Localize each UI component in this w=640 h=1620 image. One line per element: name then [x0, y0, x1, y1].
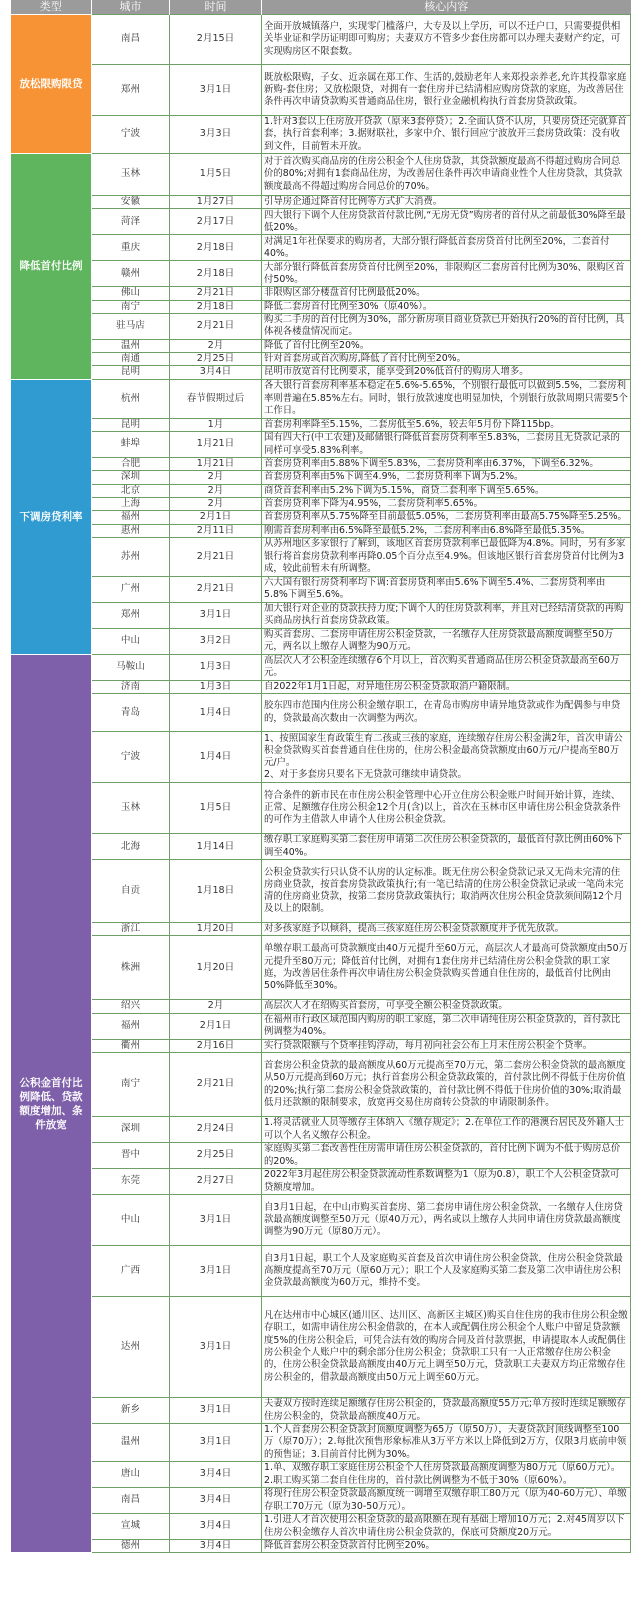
city-cell: 中山 [92, 628, 170, 654]
table-row [11, 834, 631, 860]
city-cell: 唐山 [92, 1462, 170, 1488]
time-cell: 2月1日 [170, 511, 262, 524]
table-header [11, 0, 631, 15]
table-row [11, 680, 631, 693]
time-cell: 2月21日 [170, 313, 262, 339]
core-cell: 购买二手房的首付比例为30%，部分新房项目商业贷款已开始执行20%的首付比例，具体视各楼盘情况而定。 [262, 313, 631, 339]
core-cell: 1.将灵活就业人员等缴存主体纳入《缴存规定》；2.在单位工作的港澳台居民及外籍人士可以个人名义缴存公积金。 [262, 1117, 631, 1143]
city-cell: 福州 [92, 1013, 170, 1039]
core-cell: 自2022年1月1日起，对异地住房公积金贷款取消户籍限制。 [262, 680, 631, 693]
table-row [11, 628, 631, 654]
city-cell: 温州 [92, 1424, 170, 1462]
city-cell: 驻马店 [92, 313, 170, 339]
header-type: 类型 [11, 0, 92, 15]
city-cell: 浙江 [92, 923, 170, 936]
core-cell: 对满足1年社保要求的购房者，大部分银行降低首套房贷首付比例至20%，二套首付40%。 [262, 235, 631, 261]
core-cell: 符合条件的新市民在市住房公积金管理中心开立住房公积金账户时间开始计算，连续、正常、足额缴存住房公积金12个月(含)以上，首次在玉林市区申请住房公积金贷款条件的可作为主借款人申请个人住房公积金贷款。 [262, 783, 631, 834]
time-cell: 1月3日 [170, 680, 262, 693]
table-row [11, 196, 631, 209]
core-cell: 首套房利率降至5.15%，二套房低至5.6%，较去年5月份下降115bp。 [262, 418, 631, 431]
time-cell: 2月18日 [170, 235, 262, 261]
core-cell: 降低了首付比例至20%。 [262, 339, 631, 352]
time-cell: 3月1日 [170, 602, 262, 628]
core-cell: 加大银行对企业的贷款扶持力度;下调个人的住房贷款利率，并且对已经结清贷款的再购买商品房执行首套房贷款政策。 [262, 602, 631, 628]
city-cell: 宁波 [92, 116, 170, 154]
table-row [11, 1540, 631, 1553]
table-row [11, 471, 631, 484]
city-cell: 玉林 [92, 783, 170, 834]
table-row [11, 1297, 631, 1398]
city-cell: 德州 [92, 1540, 170, 1553]
city-cell: 自贡 [92, 860, 170, 923]
city-cell: 南昌 [92, 1488, 170, 1514]
table-row [11, 524, 631, 537]
header-row [11, 0, 631, 15]
city-cell: 南昌 [92, 15, 170, 65]
time-cell: 2月18日 [170, 261, 262, 287]
core-cell: 将现行住房公积金贷款最高额度统一调增至双缴存职工80万元（原为40-60万元）、单缴存职工70万元（原为30-50万元）。 [262, 1488, 631, 1514]
core-cell: 购买首套房、二套房申请住房公积金贷款，一名缴存人住房贷款最高额度调整至50万元，两名以上缴存人调整为90万元。 [262, 628, 631, 654]
time-cell: 3月4日 [170, 1462, 262, 1488]
city-cell: 深圳 [92, 1117, 170, 1143]
time-cell: 2月11日 [170, 524, 262, 537]
table-row [11, 783, 631, 834]
table-row [11, 484, 631, 497]
core-cell: 自3月1日起，在中山市购买首套房、第二套房申请住房公积金贷款，一名缴存人住房贷款最高额度调整至50万元（原40万元），两名或以上缴存人共同申请住房贷款最高额度调整为90万元（原80万元）。 [262, 1195, 631, 1246]
core-cell: 对于首次购买商品房的住房公积金个人住房贷款，其贷款额度最高不得超过购房合同总价的80%;对拥有1套商品住房，为改善居住条件再次申请商业性个人住房贷款，其贷款额度最高不得超过购房合同总价的70%。 [262, 154, 631, 196]
city-cell: 东莞 [92, 1169, 170, 1195]
table-row [11, 1398, 631, 1424]
city-cell: 晋中 [92, 1143, 170, 1169]
time-cell: 2月1日 [170, 1013, 262, 1039]
table-row [11, 432, 631, 458]
table-row [11, 1488, 631, 1514]
table-row [11, 1013, 631, 1039]
core-cell: 高层次人才在绍购买首套房，可享受全额公积金贷款政策。 [262, 1000, 631, 1013]
core-cell: 全面开放城镇落户，实现零门槛落户，大专及以上学历，可以不迁户口，只需要提供相关毕业证和学历证明即可购房；夫妻双方不管多少套住房都可以办理夫妻财产约定，可实现购房区不限套数。 [262, 15, 631, 65]
city-cell: 南宁 [92, 300, 170, 313]
core-cell: 各大银行首套房利率基本稳定在5.6%-5.65%，个别银行最低可以做到5.5%，二套房利率则普遍在5.85%左右。同时，银行放款速度也明显加快，个别银行放款周期只需要5个工作日。 [262, 379, 631, 418]
core-cell: 首套房贷利率由5%下调至4.9%，二套房贷利率下调为5.2%。 [262, 471, 631, 484]
core-cell: 商贷首套利率由5.2%下调为5.15%，商贷二套利率下调至5.65%。 [262, 484, 631, 497]
core-cell: 非限购区部分楼盘首付比例最低20%。 [262, 287, 631, 300]
table-row [11, 313, 631, 339]
city-cell: 绍兴 [92, 1000, 170, 1013]
table-row [11, 923, 631, 936]
table-row [11, 209, 631, 235]
city-cell: 宣城 [92, 1514, 170, 1540]
core-cell: 首套房贷利率由5.88%下调至5.83%，二套房贷利率由6.37%，下调至6.32%。 [262, 458, 631, 471]
table-row [11, 511, 631, 524]
city-cell: 惠州 [92, 524, 170, 537]
city-cell: 昆明 [92, 366, 170, 379]
table-row [11, 353, 631, 366]
core-cell: 2022年3月起住房公积金贷款流动性系数调整为1（原为0.8），职工个人公积金贷款可贷额度增加。 [262, 1169, 631, 1195]
city-cell: 郑州 [92, 602, 170, 628]
core-cell: 首套房公积金贷款的最高额度从60万元提高至70万元，第二套房公积金贷款的最高额度从50万元提高到60万元；执行首套房公积金贷款政策的，首付款比例不得低于住房价值的20%;执行第二套房公积金贷款政策的，首付款比例不得低于住房价值的30%;取消最低月还款额的限制要求，放宽再交易住房商转公贷款的申请限制条件。 [262, 1053, 631, 1117]
time-cell: 2月21日 [170, 576, 262, 602]
core-cell: 从苏州地区多家银行了解到，该地区首套房贷款利率已最低降为4.8%。同时，另有多家银行将首套房贷款利率再降0.05个百分点至4.9%。但该地区银行首套房贷首付比例为3成，较此前暂未有所调整。 [262, 537, 631, 576]
core-cell: 单缴存职工最高可贷款额度由40万元提升至60万元，高层次人才最高可贷款额度由50万元提升至80万元；降低首付比例，对拥有1套住房并已结清住房公积金贷款的职工家庭，为改善居住条件再次申请住房公积金贷款购买普通自住住房的，最低首付比例由50%降低至30%。 [262, 936, 631, 1000]
time-cell: 3月1日 [170, 65, 262, 116]
time-cell: 2月 [170, 471, 262, 484]
core-cell: 缴存职工家庭购买第二套住房申请第二次住房公积金贷款的，最低首付款比例由60%下调至40%。 [262, 834, 631, 860]
city-cell: 赣州 [92, 261, 170, 287]
core-cell: 实行贷款限额与个贷率挂钩浮动，每月初向社会公布上月末住房公积金个贷率。 [262, 1039, 631, 1052]
table-row [11, 418, 631, 431]
city-cell: 昆明 [92, 418, 170, 431]
core-cell: 引导房企通过降首付比例等方式扩大消费。 [262, 196, 631, 209]
table-row [11, 379, 631, 418]
city-cell: 南通 [92, 353, 170, 366]
city-cell: 北京 [92, 484, 170, 497]
core-cell: 降低二套房首付比例至30%（原40%）。 [262, 300, 631, 313]
table-row [11, 576, 631, 602]
category-cell: 公积金首付比例降低、贷款额度增加、条件放宽 [11, 654, 92, 1552]
time-cell: 2月27日 [170, 1169, 262, 1195]
table-row [11, 15, 631, 65]
core-cell: 夫妻双方按时连续足额缴存住房公积金的，贷款最高额度55万元;单方按时连续足额缴存住房公积金的，贷款最高额度40万元。 [262, 1398, 631, 1424]
table-row [11, 860, 631, 923]
core-cell: 大部分银行降低首套房贷首付比例至20%，非限购区二套房首付比例为30%、限购区首付50%。 [262, 261, 631, 287]
city-cell: 重庆 [92, 235, 170, 261]
time-cell: 2月21日 [170, 1053, 262, 1117]
table-row [11, 497, 631, 510]
table-row [11, 936, 631, 1000]
city-cell: 温州 [92, 339, 170, 352]
time-cell: 2月16日 [170, 1039, 262, 1052]
core-cell: 国有四大行(中工农建)及邮储银行降低首套房贷利率至5.83%，二套房且无贷款记录的同样可享受5.83%利率。 [262, 432, 631, 458]
table-row [11, 1000, 631, 1013]
time-cell: 1月 [170, 418, 262, 431]
city-cell: 佛山 [92, 287, 170, 300]
table-row [11, 366, 631, 379]
time-cell: 3月4日 [170, 1488, 262, 1514]
city-cell: 蚌埠 [92, 432, 170, 458]
table-row [11, 602, 631, 628]
core-cell: 首套房贷利率下降为4.95%，二套房贷利率5.65%。 [262, 497, 631, 510]
time-cell: 2月21日 [170, 287, 262, 300]
core-cell: 1.单、双缴存职工家庭住房公积金个人住房贷款最高额度调整为80万元（原60万元）。2.职工购买第二套自住住房的，首付款比例调整为不低于30%（原60%）。 [262, 1462, 631, 1488]
core-cell: 六大国有银行房贷利率均下调:首套房贷利率由5.6%下调至5.4%、二套房贷利率由5.8%下调至5.6%。 [262, 576, 631, 602]
city-cell: 北海 [92, 834, 170, 860]
city-cell: 杭州 [92, 379, 170, 418]
time-cell: 3月1日 [170, 1297, 262, 1398]
time-cell: 1月21日 [170, 432, 262, 458]
core-cell: 公积金贷款实行只认贷不认房的认定标准。既无住房公积金贷款记录又无尚未完清的住房商业贷款，按首套房贷款政策执行;有一笔已结清的住房公积金贷款记录或一笔尚未完清的住房商业贷款，按第二套房贷款政策执行；取消两次住房公积金贷款须间隔12个月及以上的限制。 [262, 860, 631, 923]
time-cell: 3月1日 [170, 1424, 262, 1462]
table-row [11, 287, 631, 300]
city-cell: 上海 [92, 497, 170, 510]
city-cell: 菏泽 [92, 209, 170, 235]
core-cell: 胶东四市范围内住房公积金缴存职工，在青岛市购房申请异地贷款或作为配偶参与申贷的，贷款最高次数由一次调整为两次。 [262, 694, 631, 732]
core-cell: 1.引进人才首次使用公积金贷款的最高限额在现有基础上增加10万元；2.对45周岁以下住房公积金缴存人首次申请住房公积金贷款的，保底可贷额度20万元。 [262, 1514, 631, 1540]
core-cell: 1.针对3套以上住房放开贷款（原来3套停贷）；2.全面认贷不认房，只要房贷还完就算首套，执行首套利率；3.据财联社，多家中介、银行回应宁波放开三套房贷政策：没有收到文件，目前暂未开放。 [262, 116, 631, 154]
table-row [11, 1195, 631, 1246]
city-cell: 广州 [92, 576, 170, 602]
time-cell: 2月17日 [170, 209, 262, 235]
table-row [11, 339, 631, 352]
time-cell: 1月18日 [170, 860, 262, 923]
city-cell: 苏州 [92, 537, 170, 576]
city-cell: 新乡 [92, 1398, 170, 1424]
time-cell: 3月4日 [170, 1514, 262, 1540]
time-cell: 2月 [170, 1000, 262, 1013]
table-row [11, 1424, 631, 1462]
city-cell: 广西 [92, 1246, 170, 1297]
core-cell: 既放松限购，子女、近亲属在郑工作、生活的,鼓励老年人来郑投亲养老,允许其投靠家庭新购-套住房；又放松限贷，对拥有一套住房并已结清相应购房贷款的家庭，为改善居住条件再次申请贷款购买普通商品住房，银行业金融机构执行首套房贷款政策。 [262, 65, 631, 116]
core-cell: 1.个人首套房公积金贷款封顶额度调整为65万（原50万），夫妻贷款封顶线调整至100万（原70万）；2.每批次预售形象标准从3万平方米以上降低到2万方，仅限3月底前申领的预售证；3.目前首付比例为30%。 [262, 1424, 631, 1462]
city-cell: 合肥 [92, 458, 170, 471]
city-cell: 中山 [92, 1195, 170, 1246]
city-cell: 郑州 [92, 65, 170, 116]
core-cell: 对多孩家庭予以倾斜，提高三孩家庭住房公积金贷款额度并予优先放款。 [262, 923, 631, 936]
core-cell: 针对首套房或首次购房,降低了首付比例至20%。 [262, 353, 631, 366]
city-cell: 青岛 [92, 694, 170, 732]
time-cell: 1月3日 [170, 654, 262, 680]
category-cell: 下调房贷利率 [11, 379, 92, 654]
table-row [11, 65, 631, 116]
time-cell: 1月20日 [170, 923, 262, 936]
category-cell: 放松限购限贷 [11, 15, 92, 154]
time-cell: 2月18日 [170, 300, 262, 313]
table-row [11, 154, 631, 196]
table-row [11, 458, 631, 471]
table-row [11, 654, 631, 680]
core-cell: 降低首套房公积金贷款首付比例至20%。 [262, 1540, 631, 1553]
table-row [11, 1462, 631, 1488]
time-cell: 2月25日 [170, 353, 262, 366]
time-cell: 2月21日 [170, 537, 262, 576]
header-city: 城市 [92, 0, 170, 15]
time-cell: 2月15日 [170, 15, 262, 65]
time-cell: 2月 [170, 484, 262, 497]
core-cell: 高层次人才公积金连续缴存6个月以上，首次购买普通商品住房公积金贷款最高至60万元。 [262, 654, 631, 680]
time-cell: 3月1日 [170, 1398, 262, 1424]
time-cell: 1月5日 [170, 783, 262, 834]
time-cell: 3月4日 [170, 1540, 262, 1553]
city-cell: 福州 [92, 511, 170, 524]
core-cell: 刚需首套房利率由6.5%降至最低5.2%，二套房利率由6.8%降至最低5.35%。 [262, 524, 631, 537]
table-row [11, 1514, 631, 1540]
city-cell: 衢州 [92, 1039, 170, 1052]
city-cell: 马鞍山 [92, 654, 170, 680]
time-cell: 2月25日 [170, 1143, 262, 1169]
table-row [11, 1246, 631, 1297]
time-cell: 1月20日 [170, 936, 262, 1000]
table-row [11, 1169, 631, 1195]
core-cell: 凡在达州市中心城区(通川区、达川区、高新区主城区)购买自住住房的我市住房公积金缴存职工，如需申请住房公积金借款的，在本人或配偶住房公积金个人账户中留足贷款额度5%的住房公积金后，可凭合法有效的购房合同及首付款票据，申请提取本人或配偶住房公积金个人账户中的剩余部分住房公积金；贷款职工只有一人正常缴存住房公积金的，住房公积金贷款最高额度由40万元上调至50万元，贷款职工夫妻双方均正常缴存住房公积金的，借款最高额度由50万元上调至60万元。 [262, 1297, 631, 1398]
policy-table-container [10, 0, 630, 1553]
core-cell: 首套房贷利率从5.75%降至目前最低5.05%，二套房贷利率由最高5.75%降至5.25%。 [262, 511, 631, 524]
core-cell: 在福州市行政区域范围内购房的职工家庭，第二次申请纯住房公积金贷款的，首付款比例调整为40%。 [262, 1013, 631, 1039]
table-body [11, 15, 631, 1553]
table-row [11, 1039, 631, 1052]
table-row [11, 300, 631, 313]
core-cell: 四大银行下调个人住房贷款首付款比例,“无房无贷”购房者的首付从之前最低30%降至最低20%。 [262, 209, 631, 235]
time-cell: 1月4日 [170, 732, 262, 783]
table-row [11, 1143, 631, 1169]
time-cell: 3月1日 [170, 1195, 262, 1246]
category-cell: 降低首付比例 [11, 154, 92, 380]
header-time: 时间 [170, 0, 262, 15]
city-cell: 达州 [92, 1297, 170, 1398]
table-row [11, 235, 631, 261]
city-cell: 宁波 [92, 732, 170, 783]
header-core: 核心内容 [262, 0, 631, 15]
table-row [11, 1053, 631, 1117]
time-cell: 1月27日 [170, 196, 262, 209]
time-cell: 2月 [170, 339, 262, 352]
city-cell: 济南 [92, 680, 170, 693]
table-row [11, 116, 631, 154]
time-cell: 3月4日 [170, 366, 262, 379]
core-cell: 家庭购买第二套改善性住房需申请住房公积金贷款的，首付比例下调为不低于购房总价的20%。 [262, 1143, 631, 1169]
time-cell: 1月14日 [170, 834, 262, 860]
city-cell: 深圳 [92, 471, 170, 484]
time-cell: 1月5日 [170, 154, 262, 196]
time-cell: 春节假期过后 [170, 379, 262, 418]
table-row [11, 732, 631, 783]
time-cell: 2月24日 [170, 1117, 262, 1143]
time-cell: 1月21日 [170, 458, 262, 471]
city-cell: 南宁 [92, 1053, 170, 1117]
time-cell: 2月 [170, 497, 262, 510]
table-row [11, 1117, 631, 1143]
table-row [11, 261, 631, 287]
core-cell: 自3月1日起，职工个人及家庭购买首套及首次申请住房公积金贷款，住房公积金贷款最高额度提高至70万元（原60万元）；职工个人及家庭购买第二套及第二次申请住房公积金贷款最高额度为60万元，维持不变。 [262, 1246, 631, 1297]
core-cell: 1、按照国家生育政策生育二孩或三孩的家庭，连续缴存住房公积金满2年，首次申请公积金贷款购买首套普通自住住房的，住房公积金最高贷款额度由60万元/户提高至80万元/户。 2、对于多套房只要名下无贷款可继续申请贷款。 [262, 732, 631, 783]
time-cell: 3月3日 [170, 116, 262, 154]
core-cell: 昆明市放宽首付比例要求，能享受到20%低首付的购房人增多。 [262, 366, 631, 379]
time-cell: 3月1日 [170, 1246, 262, 1297]
time-cell: 1月4日 [170, 694, 262, 732]
table-row [11, 694, 631, 732]
policy-table [10, 0, 631, 1553]
city-cell: 株洲 [92, 936, 170, 1000]
table-row [11, 537, 631, 576]
time-cell: 3月2日 [170, 628, 262, 654]
city-cell: 安徽 [92, 196, 170, 209]
city-cell: 玉林 [92, 154, 170, 196]
